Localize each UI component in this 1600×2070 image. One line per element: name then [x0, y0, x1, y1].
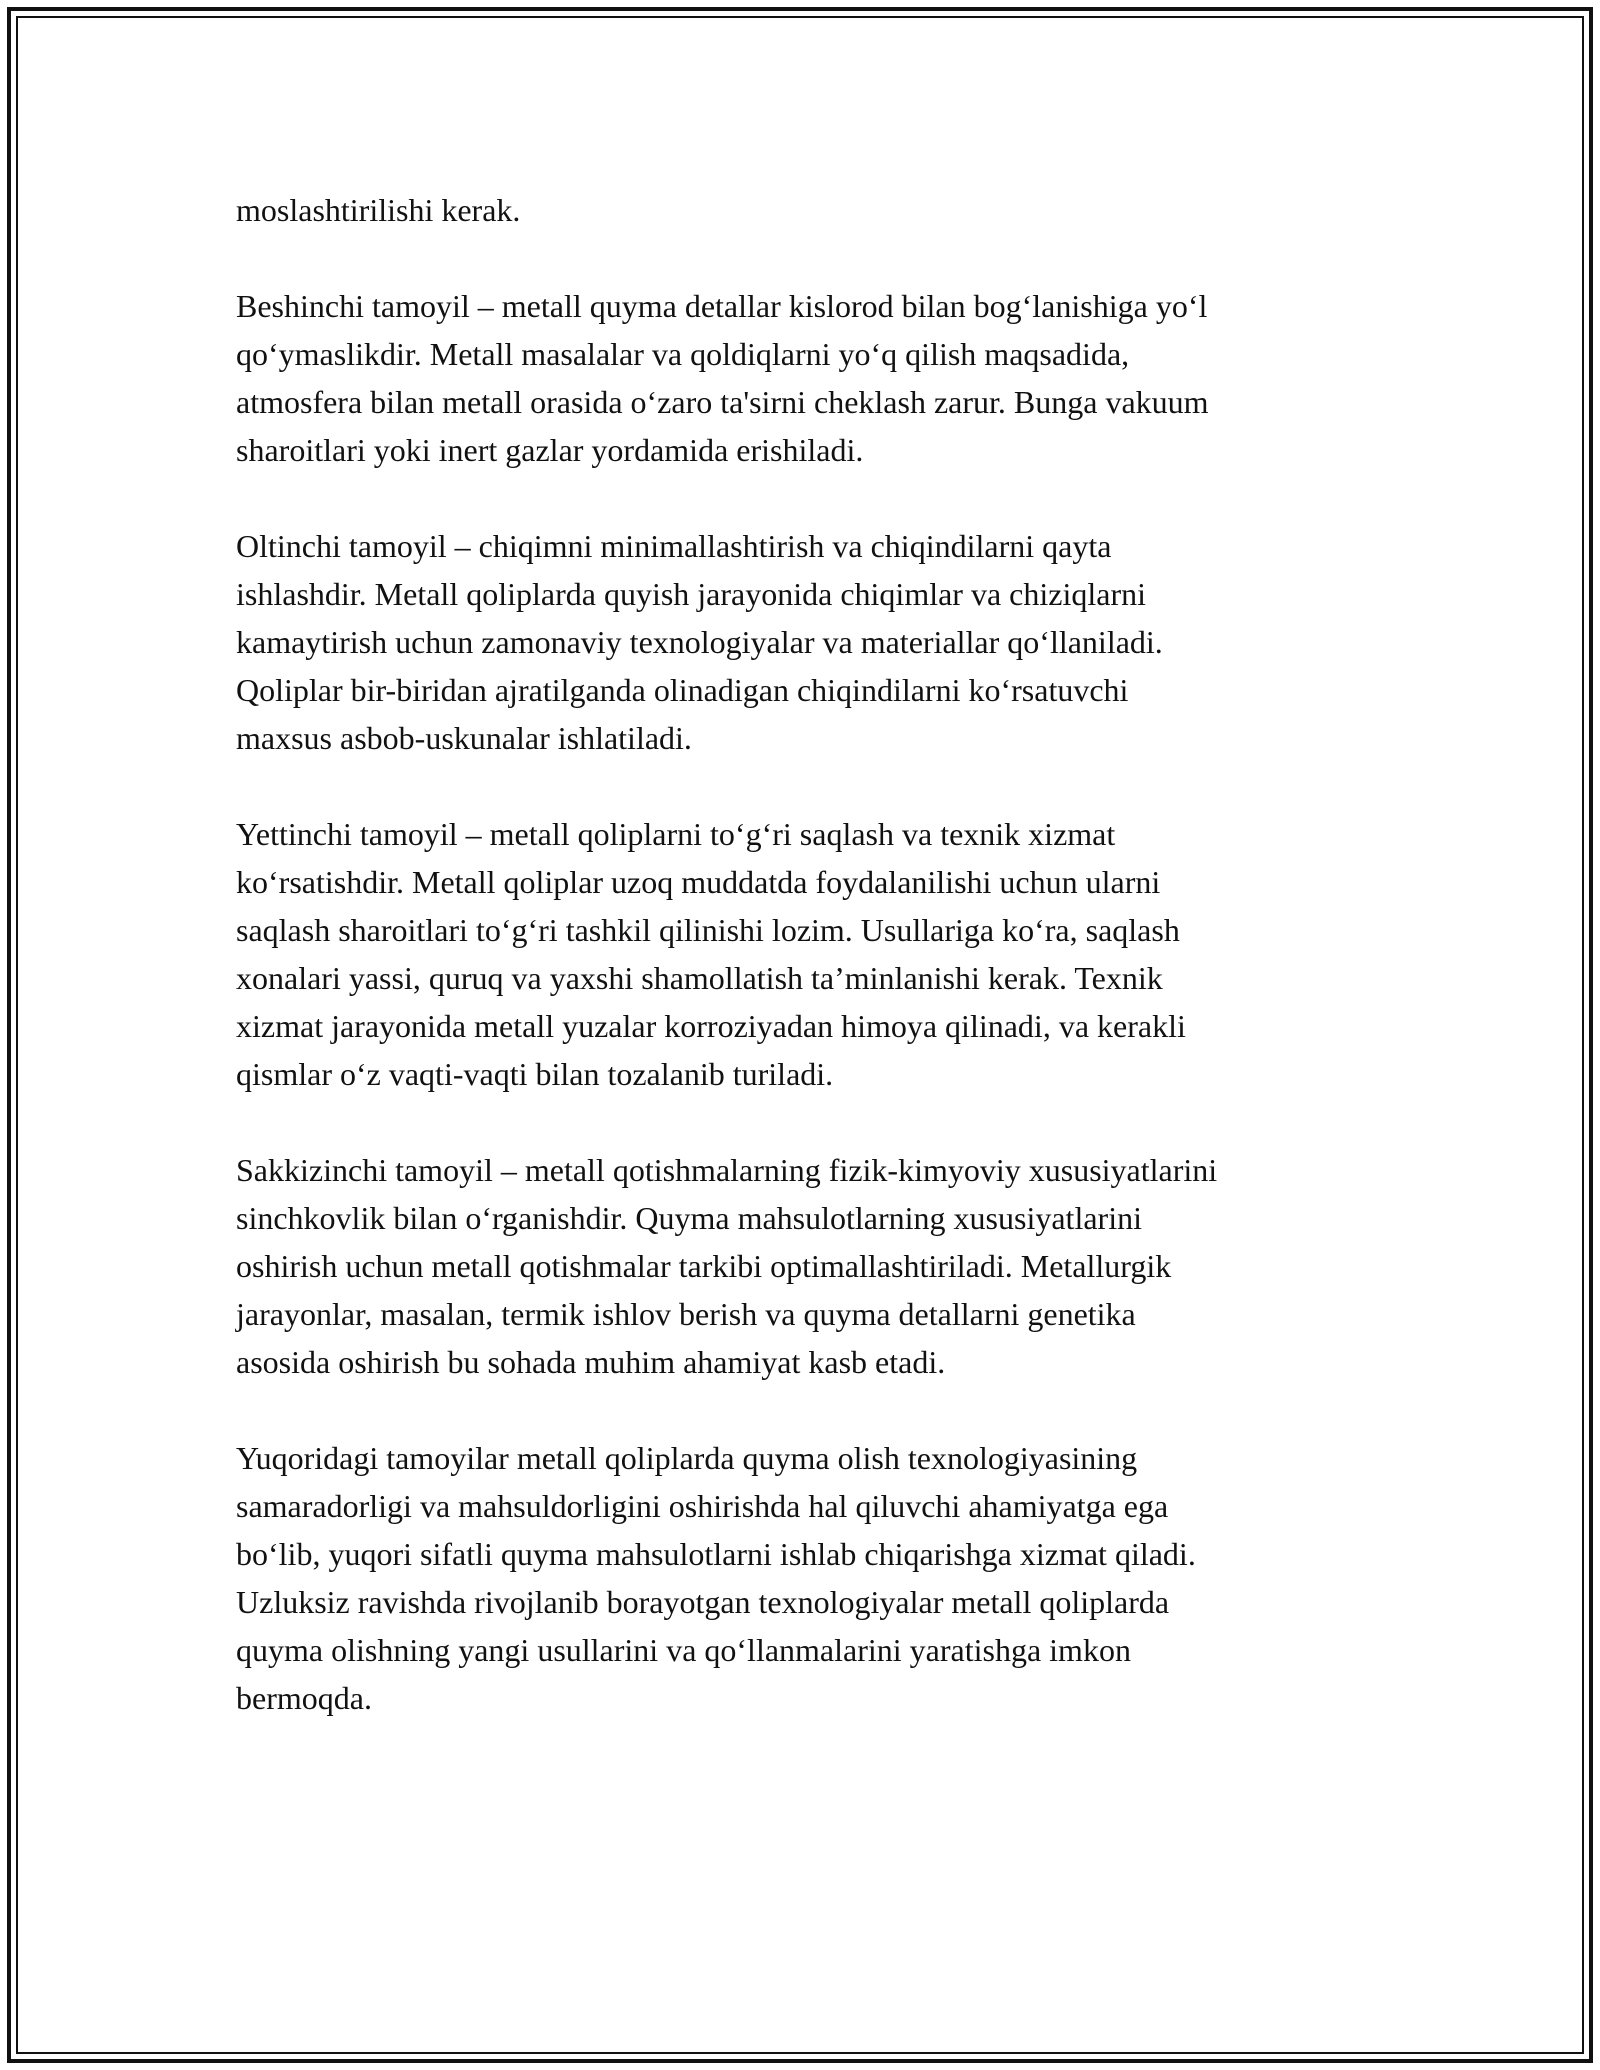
- paragraph-seventh-principle: Yettinchi tamoyil – metall qoliplarni to‘g‘ri saqlash va texnik xizmat ko‘rsatishdir. Metall qoliplar uzoq muddatda foydalanilishi uchun ularni saqlash sharoitlari to‘g‘ri tashkil qilinishi lozim. Usullariga ko‘ra, saqlash xonalari yassi, quruq va yaxshi shamollatish ta’minlanishi kerak. Texnik xizmat jarayonida metall yuzalar korroziyadan himoya qilinadi, va kerakli qismlar o‘z vaqti-vaqti bilan tozalanib turiladi.: [236, 816, 1186, 1092]
- document-body: [236, 186, 1376, 1722]
- paragraph-eighth-principle: Sakkizinchi tamoyil – metall qotishmalarning fizik-kimyoviy xususiyatlarini sinchkovlik bilan o‘rganishdir. Quyma mahsulotlarning xususiyatlarini oshirish uchun metall qotishmalar tarkibi optimallashtiriladi. Metallurgik jarayonlar, masalan, termik ishlov berish va quyma detallarni genetika asosida oshirish bu sohada muhim ahamiyat kasb etadi.: [236, 1152, 1218, 1380]
- paragraph-continuation: moslashtirilishi kerak.: [236, 192, 521, 228]
- paragraph-fifth-principle: Beshinchi tamoyil – metall quyma detallar kislorod bilan bog‘lanishiga yo‘l qo‘ymaslikdir. Metall masalalar va qoldiqlarni yo‘q qilish maqsadida, atmosfera bilan metall orasida o‘zaro ta'sirni cheklash zarur. Bunga vakuum sharoitlari yoki inert gazlar yordamida erishiladi.: [236, 288, 1209, 468]
- paragraph-conclusion: Yuqoridagi tamoyilar metall qoliplarda quyma olish texnologiyasining samaradorligi va mahsuldorligini oshirishda hal qiluvchi ahamiyatga ega bo‘lib, yuqori sifatli quyma mahsulotlarni ishlab chiqarishga xizmat qiladi. Uzluksiz ravishda rivojlanib borayotgan texnologiyalar metall qoliplarda quyma olishning yangi usullarini va qo‘llanmalarini yaratishga imkon bermoqda.: [236, 1440, 1196, 1716]
- paragraph-sixth-principle: Oltinchi tamoyil – chiqimni minimallashtirish va chiqindilarni qayta ishlashdir. Metall qoliplarda quyish jarayonida chiqimlar va chiziqlarni kamaytirish uchun zamonaviy texnologiyalar va materiallar qo‘llaniladi. Qoliplar bir-biridan ajratilganda olinadigan chiqindilarni ko‘rsatuvchi maxsus asbob-uskunalar ishlatiladi.: [236, 528, 1163, 756]
